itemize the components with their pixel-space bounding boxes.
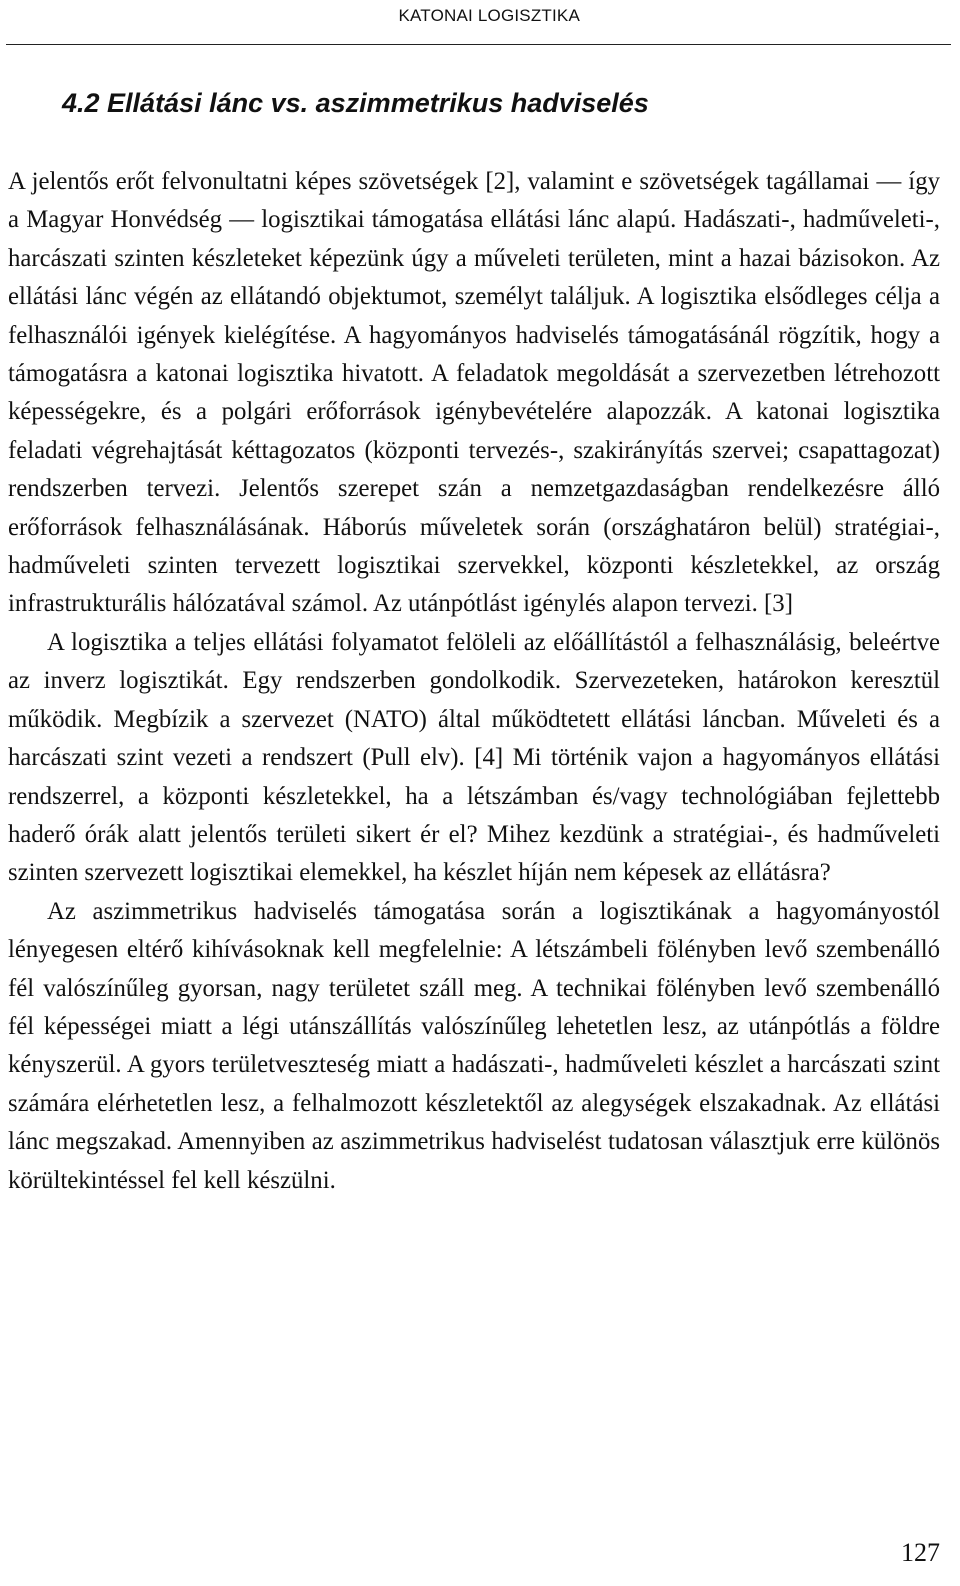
header-rule	[6, 44, 951, 45]
paragraph-2: A logisztika a teljes ellátási folyamatot felöleli az előállítástól a felhasználásig, beleértve az inverz logisztikát. Egy rendszerben gondolkodik. Szervezeteken, határokon keresztül működik. Megbízik a szervezet (NATO) által működtetett ellátási láncban. Műveleti és a harcászati szint vezeti a rendszert (Pull elv). [4] Mi történik vajon a hagyományos ellátási rendszerrel, a központi készletekkel, ha a létszámban és/vagy technológiában fejlettebb haderő órák alatt jelentős területi sikert ér el? Mihez kezdünk a stratégiai-, és hadműveleti szinten szervezett logisztikai elemekkel, ha készlet híján nem képesek az ellátásra?	[8, 628, 940, 887]
body-text	[8, 163, 940, 1200]
paragraph-1: A jelentős erőt felvonultatni képes szövetségek [2], valamint e szövetségek tagállamai — így a Magyar Honvédség — logisztikai támogatása ellátási lánc alapú. Hadászati-, hadműveleti-, harcászati szinten készleteket képezünk úgy a műveleti területen, mint a hazai bázisokon. Az ellátási lánc végén az ellátandó objektumot, személyt találjuk. A logisztika elsődleges célja a felhasználói igények kielégítése. A hagyományos hadviselés támogatásánál rögzítik, hogy a támogatásra a katonai logisztika hivatott. A feladatok megoldását a szervezetben létrehozott képességekre, és a polgári erőforrások igénybevételére alapozzák. A katonai logisztika feladati végrehajtását kéttagozatos (központi tervezés-, szakirányítás szervei; csapattagozat) rendszerben tervezi. Jelentős szerepet szán a nemzetgazdaságban rendelkezésre álló erőforrások felhasználásának. Háborús műveletek során (országhatáron belül) stratégiai-, hadműveleti szinten tervezett logisztikai szervekkel, központi készletekkel, az ország infrastrukturális hálózatával számol. Az utánpótlást igénylés alapon tervezi. [3]	[8, 168, 940, 618]
paragraph-3: Az aszimmetrikus hadviselés támogatása során a logisztikának a hagyományostól lényegesen eltérő kihívásoknak kell megfelelnie: A létszámbeli fölényben levő szembenálló fél valószínűleg gyorsan, nagy területet száll meg. A technikai fölényben levő szembenálló fél képességei miatt a légi utánszállítás valószínűleg lehetetlen lesz, az utánpótlás a földre kényszerül. A gyors területveszteség miatt a hadászati-, hadműveleti készlet a harcászati szint számára elérhetetlen lesz, a felhalmozott készletektől az alegységek elszakadnak. Az ellátási lánc megszakad. Amennyiben az aszimmetrikus hadviselést tudatosan választjuk erre különös körültekintéssel fel kell készülni.	[8, 897, 940, 1194]
section-title: 4.2 Ellátási lánc vs. aszimmetrikus hadviselés	[62, 88, 649, 118]
page-number: 127	[901, 1538, 940, 1567]
running-header: KATONAI LOGISZTIKA	[398, 6, 580, 25]
